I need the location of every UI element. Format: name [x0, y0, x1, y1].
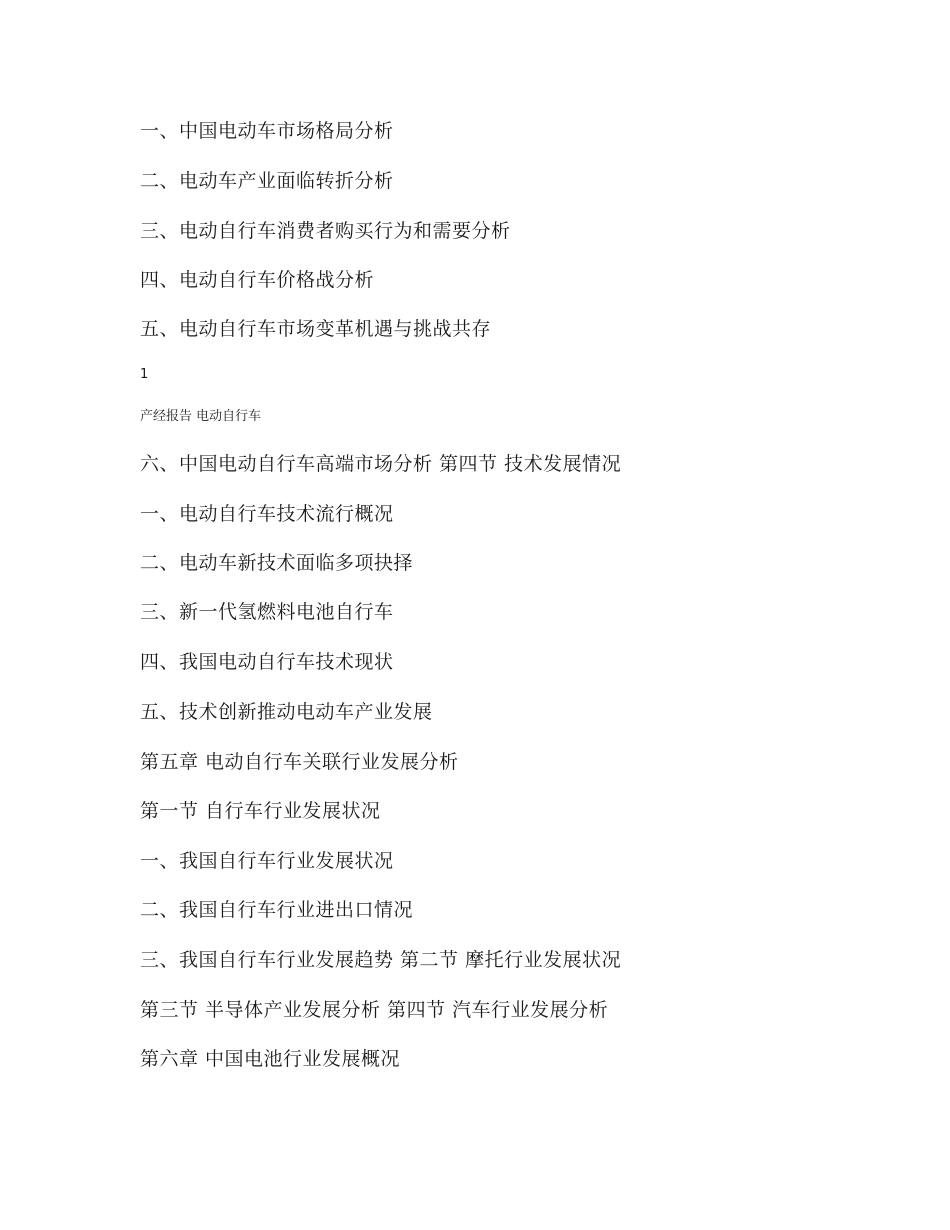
- toc-entry: 三、我国自行车行业发展趋势 第二节 摩托行业发展状况: [140, 949, 622, 971]
- chapter-heading: 第五章 电动自行车关联行业发展分析: [140, 751, 459, 773]
- section-heading: 第三节 半导体产业发展分析 第四节 汽车行业发展分析: [140, 999, 609, 1021]
- chapter-heading: 第六章 中国电池行业发展概况: [140, 1048, 401, 1070]
- toc-entry: 二、电动车产业面临转折分析: [140, 170, 394, 192]
- toc-entry: 四、我国电动自行车技术现状: [140, 651, 394, 673]
- toc-entry: 一、中国电动车市场格局分析: [140, 120, 394, 142]
- page-number: 1: [140, 367, 149, 382]
- toc-entry: 三、电动自行车消费者购买行为和需要分析: [140, 220, 511, 242]
- toc-entry: 一、我国自行车行业发展状况: [140, 850, 394, 872]
- toc-entry: 三、新一代氢燃料电池自行车: [140, 601, 394, 623]
- toc-entry: 二、电动车新技术面临多项抉择: [140, 552, 414, 574]
- toc-entry: 五、电动自行车市场变革机遇与挑战共存: [140, 318, 492, 340]
- toc-entry: 一、电动自行车技术流行概况: [140, 503, 394, 525]
- toc-entry: 五、技术创新推动电动车产业发展: [140, 701, 433, 723]
- section-heading: 第一节 自行车行业发展状况: [140, 800, 381, 822]
- toc-entry: 四、电动自行车价格战分析: [140, 269, 375, 291]
- running-header: 产经报告 电动自行车: [140, 409, 262, 424]
- toc-entry: 六、中国电动自行车高端市场分析 第四节 技术发展情况: [140, 453, 622, 475]
- toc-entry: 二、我国自行车行业进出口情况: [140, 899, 414, 921]
